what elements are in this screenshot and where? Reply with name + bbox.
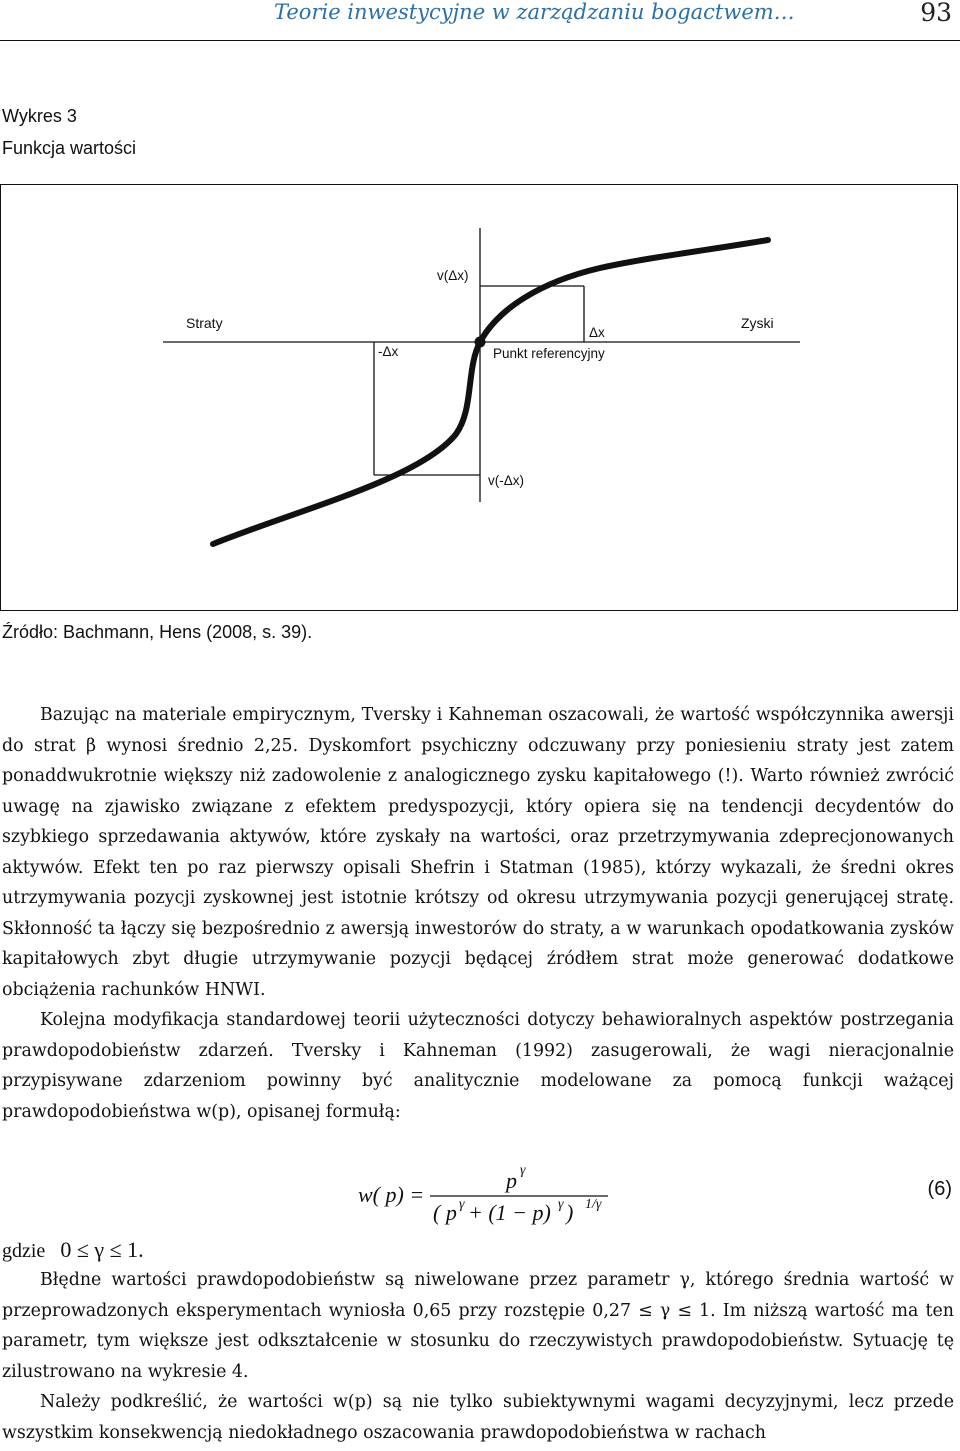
value-function-diagram: [0, 184, 960, 611]
body-text-lower: [2, 1265, 954, 1448]
where-condition: 0 ≤ γ ≤ 1.: [60, 1237, 144, 1262]
denominator-exponent-3: 1/γ: [585, 1197, 602, 1212]
running-title: Teorie inwestycyjne w zarządzaniu bogactwem…: [274, 0, 795, 24]
equation-6: [0, 1160, 960, 1230]
paragraph-weighting-function: Kolejna modyfikacja standardowej teorii użyteczności dotyczy behawioralnych aspektów postrzegania prawdopodobieństw zdarzeń. Tversky i Kahneman (1992) zasugerowali, że wagi nieracjonalnie przypisywane zdarzeniom powinny być analitycznie modelowane za pomocą funkcji ważącej prawdopodobieństwa w(p), opisanej formułą:: [2, 1010, 954, 1122]
denominator-exponent-1: γ: [459, 1197, 465, 1212]
numerator-base: p: [506, 1168, 517, 1193]
numerator-exponent: γ: [520, 1163, 526, 1178]
losses-label: Straty: [186, 315, 223, 331]
paragraph-loss-aversion: Bazując na materiale empirycznym, Tversky i Kahneman oszacowali, że wartość współczynnika awersji do strat β wynosi średnio 2,25. Dyskomfort psychiczny odczuwany przy poniesieniu straty jest zatem ponaddwukrotnie większy niż zadowolenie z analogicznego zysku kapitałowego (!). Warto również zwrócić uwagę na zjawisko związane z efektem predyspozycji, który opiera się na tendencji decydentów do szybkiego sprzedawania aktywów, które zyskały na wartości, oraz przetrzymywania zdeprecjonowanych aktywów. Efekt ten po raz pierwszy opisali Shefrin i Statman (1985), którzy wykazali, że średni okres utrzymywania pozycji zyskownej jest istotnie krótszy od okresu utrzymywania pozycji generującej stratę. Skłonność ta łączy się bezpośrednio z awersją inwestorów do straty, a w warunkach opodatkowania zysków kapitałowych zbyt długie utrzymywanie pozycji będącej źródłem strat może generować dodatkowe obciążenia rachunków HNWI.: [2, 705, 954, 1000]
equation-condition: [2, 1237, 144, 1263]
where-label: gdzie: [2, 1240, 46, 1262]
paragraph-decision-weights: Należy podkreślić, że wartości w(p) są nie tylko subiektywnymi wagami decyzyjnymi, lecz przede wszystkim konsekwencją niedokładnego oszacowania prawdopodobieństwa w rachach: [2, 1392, 954, 1443]
denominator-middle: + (1 − p): [468, 1200, 551, 1225]
page-number: 93: [920, 0, 952, 27]
equation-svg: [0, 1160, 960, 1230]
v-gain-label: v(Δx): [437, 268, 469, 283]
delta-x-label: Δx: [589, 325, 605, 340]
denominator-exponent-2: γ: [558, 1197, 564, 1212]
figure-title: Funkcja wartości: [2, 138, 137, 158]
denominator-open: ( p: [433, 1200, 457, 1225]
running-header: [0, 0, 960, 41]
equation-number: (6): [927, 1178, 952, 1200]
reference-point-marker: [475, 337, 486, 348]
gains-label: Zyski: [741, 315, 774, 331]
figure-label: Wykres 3: [2, 106, 77, 126]
neg-delta-x-label: -Δx: [378, 344, 399, 359]
v-loss-label: v(-Δx): [488, 473, 525, 488]
body-text-upper: [2, 700, 954, 1127]
figure-source: Źródło: Bachmann, Hens (2008, s. 39).: [2, 622, 313, 642]
reference-point-label: Punkt referencyjny: [493, 346, 605, 361]
paragraph-gamma: Błędne wartości prawdopodobieństw są niwelowane przez parametr γ, którego średnia wartość w przeprowadzonych eksperymentach wyniosła 0,65 przy rozstępie 0,27 ≤ γ ≤ 1. Im niższą wartość ma ten parametr, tym większe jest odkształcenie w stosunku do rzeczywistych prawdopodobieństw. Sytuację tę zilustrowano na wykresie 4.: [2, 1270, 954, 1382]
denominator-close: ): [566, 1200, 574, 1225]
equation-lhs: w( p) =: [358, 1182, 425, 1207]
